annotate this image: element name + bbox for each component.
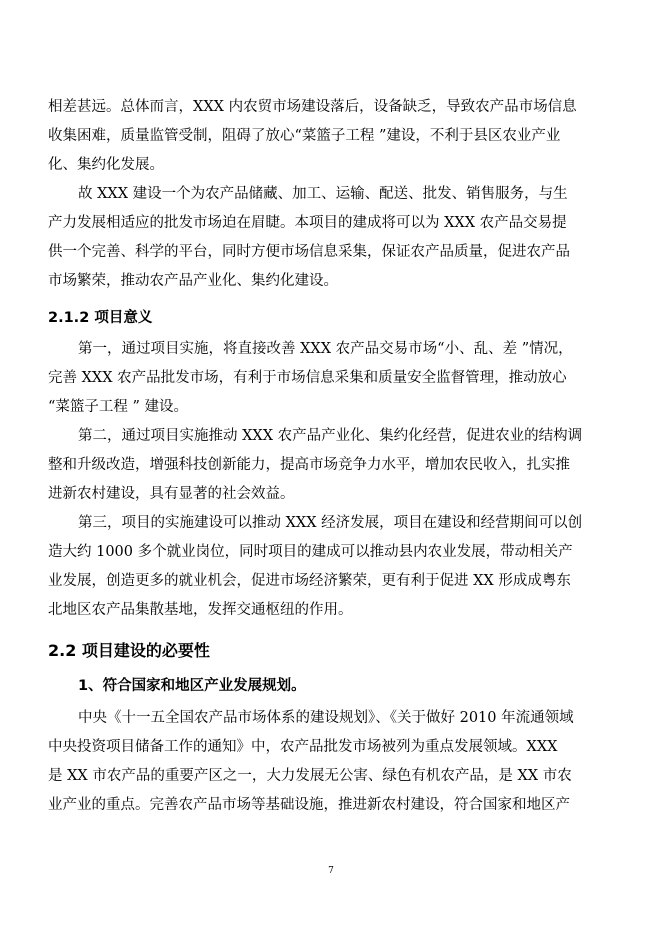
body-line: 中央《十一五全国农产品市场体系的建设规划》、《关于做好 2010 年流通领域 xyxy=(78,710,574,726)
body-line: 相差甚远。总体而言，XXX 内农贸市场建设落后，设备缺乏，导致农产品市场信息 xyxy=(48,99,577,115)
body-line: 业产业的重点。完善农产品市场等基础设施，推进新农村建设，符合国家和地区产 xyxy=(48,797,570,813)
body-line: 市场繁荣，推动农产品产业化、集约化建设。 xyxy=(48,273,338,289)
body-line: 化、集约化发展。 xyxy=(48,157,164,173)
body-line: 整和升级改造，增强科技创新能力，提高市场竞争力水平，增加农民收入，扎实推 xyxy=(48,457,570,473)
subsection-heading: 1、符合国家和地区产业发展规划。 xyxy=(78,678,306,694)
body-line: 中央投资项目储备工作的通知》中，农产品批发市场被列为重点发展领域。XXX xyxy=(48,739,558,755)
page-number: 7 xyxy=(328,866,334,876)
body-line: 产力发展相适应的批发市场迫在眉睫。本项目的建成将可以为 XXX 农产品交易提 xyxy=(48,215,567,231)
body-line: 完善 XXX 农产品批发市场，有利于市场信息采集和质量安全监督管理，推动放心 xyxy=(48,370,567,386)
body-line: 故 XXX 建设一个为农产品储藏、加工、运输、配送、批发、销售服务，与生 xyxy=(78,186,568,202)
body-line: 业发展，创造更多的就业机会，促进市场经济繁荣，更有利于促进 XX 形成成粤东 xyxy=(48,573,571,589)
body-line: 第三，项目的实施建设可以推动 XXX 经济发展，项目在建设和经营期间可以创 xyxy=(78,515,583,531)
body-line: “菜篮子工程 ” 建设。 xyxy=(48,399,189,415)
section-heading-2-1-2: 2.1.2 项目意义 xyxy=(48,310,153,326)
section-heading-2-2: 2.2 项目建设的必要性 xyxy=(48,641,210,660)
body-line: 第二，通过项目实施推动 XXX 农产品产业化、集约化经营，促进农业的结构调 xyxy=(78,428,583,444)
body-line: 第一，通过项目实施，将直接改善 XXX 农产品交易市场“小、乱、差 ”情况， xyxy=(78,341,573,357)
body-line: 收集困难，质量监管受制，阻碍了放心“菜篮子工程 ”建设，不利于县区农业产业 xyxy=(48,128,561,144)
body-line: 进新农村建设，具有显著的社会效益。 xyxy=(48,486,295,502)
body-line: 是 XX 市农产品的重要产区之一，大力发展无公害、绿色有机农产品，是 XX 市农 xyxy=(48,768,572,784)
body-line: 供一个完善、科学的平台，同时方便市场信息采集，保证农产品质量，促进农产品 xyxy=(48,244,570,260)
body-line: 造大约 1000 多个就业岗位，同时项目的建成可以推动县内农业发展，带动相关产 xyxy=(48,544,573,560)
body-line: 北地区农产品集散基地，发挥交通枢纽的作用。 xyxy=(48,602,353,618)
